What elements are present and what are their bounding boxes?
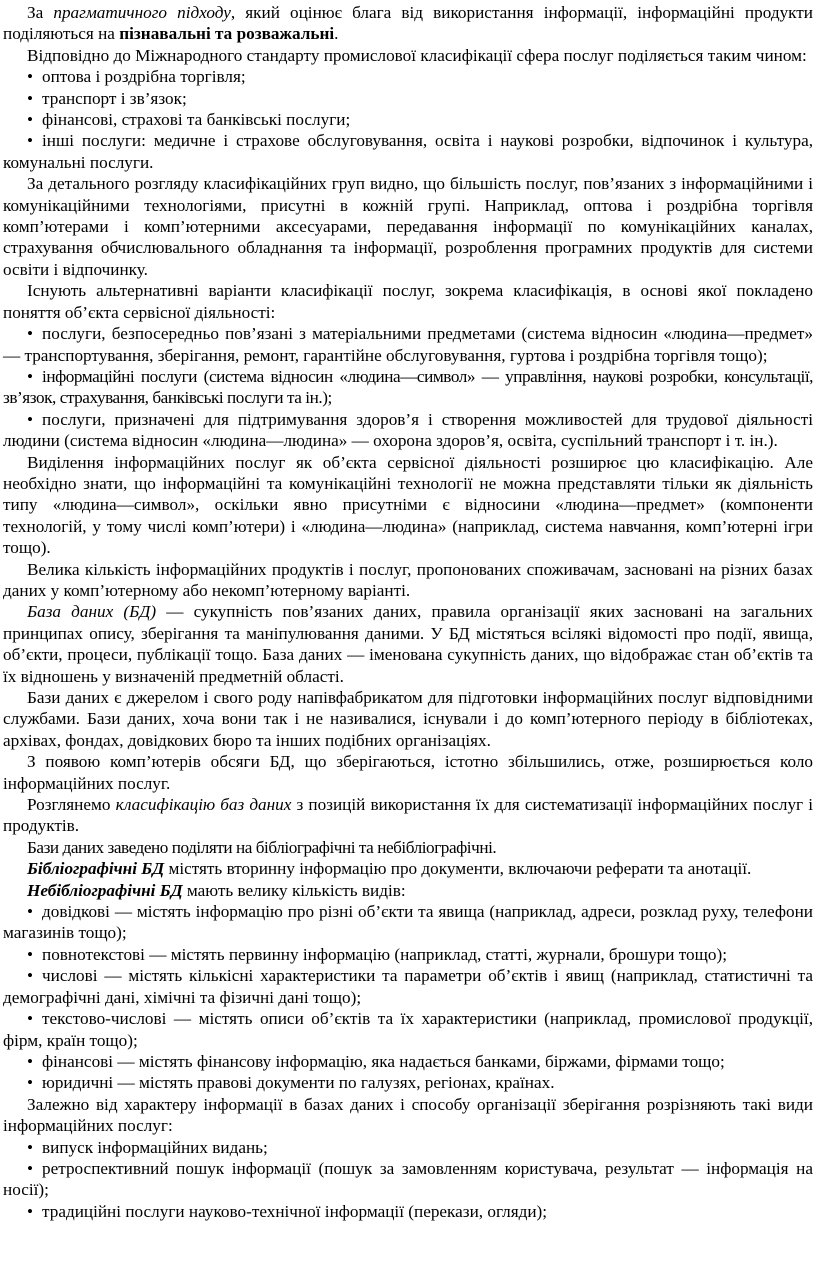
bullet-icon: •	[27, 67, 34, 87]
bold-italic-term: Небібліографічні БД	[27, 880, 183, 900]
bullet-icon: •	[27, 1051, 34, 1071]
bullet-icon: •	[27, 88, 34, 108]
paragraph: Велика кількість інформаційних продуктів і послуг, пропонованих споживачам, засновані на різних базах даних у комп’ютерному або некомп’ютерному варіанті.	[3, 559, 813, 600]
text: .	[334, 24, 339, 44]
bold-term: пізнавальні та розважальні	[119, 24, 335, 44]
list-item: • послуги, безпосередньо пов’язані з матеріальними предметами (система відносин «людина—предмет» — транспортування, зберігання, ремонт, гарантійне обслуговування, гуртова і роздрібна торгівля тощо);	[3, 324, 813, 365]
paragraph: Бібліографічні БД містять вторинну інформацію про документи, включаючи реферати та анотації.	[27, 859, 752, 879]
bullet-icon: •	[27, 1009, 34, 1029]
bullet-icon: •	[27, 1073, 34, 1093]
list-item: • випуск інформаційних видань;	[27, 1137, 268, 1157]
paragraph: База даних (БД) — сукупність пов’язаних даних, правила організації яких засновані на загальних принципах опису, зберігання та маніпулювання даними. У БД містяться всілякі відомості про події, явища, об’єкти, процеси, публікації тощо. База даних — іменована сукупність даних, що відображає стан об’єктів та їх відношень у визначеній предметній області.	[3, 602, 813, 686]
bullet-icon: •	[27, 409, 34, 429]
paragraph: Існують альтернативні варіанти класифікації послуг, зокрема класифікація, в основі якої покладено поняття об’єкта сервісної діяльності:	[3, 281, 813, 322]
paragraph: Розглянемо класифікацію баз даних з позицій використання їх для систематизації інформаційних послуг і продуктів.	[3, 795, 813, 836]
bullet-icon: •	[27, 366, 33, 386]
bullet-icon: •	[27, 1158, 34, 1178]
paragraph: З появою комп’ютерів обсяги БД, що зберігаються, істотно збільшились, отже, розширюється коло інформаційних послуг.	[3, 752, 813, 793]
list-item: • числові — містять кількісні характеристики та параметри об’єктів і явищ (наприклад, статистичні та демографічні дані, хімічні та фізичні дані тощо);	[3, 966, 813, 1007]
bullet-icon: •	[27, 966, 34, 986]
italic-term: прагматичного підходу	[53, 3, 231, 22]
paragraph: Бази даних є джерелом і свого роду напівфабрикатом для підготовки інформаційних послуг відповідними службами. Бази даних, хоча вони так і не називалися, існували і до комп’ютерного періоду в бібліотеках, архівах, фондах, довідкових бюро та інших подібних організаціях.	[3, 688, 813, 750]
list-item: • текстово-числові — містять описи об’єктів та їх характеристики (наприклад, промислової продукції, фірм, країн тощо);	[3, 1009, 813, 1050]
list-item: • фінансові — містять фінансову інформацію, яка надається банками, біржами, фірмами тощо;	[27, 1051, 725, 1071]
bullet-icon: •	[27, 944, 34, 964]
list-item: • повнотекстові — містять первинну інформацію (наприклад, статті, журнали, брошури тощо);	[27, 944, 727, 964]
list-item: • юридичні — містять правові документи по галузях, регіонах, країнах.	[27, 1073, 555, 1093]
list-item: • ретроспективний пошук інформації (пошук за замовленням користувача, результат — інформація на носії);	[3, 1158, 813, 1200]
bullet-icon: •	[27, 324, 34, 344]
bullet-icon: •	[27, 902, 34, 922]
bullet-icon: •	[27, 1137, 34, 1157]
list-item: • традиційні послуги науково-технічної інформації (перекази, огляди);	[27, 1201, 548, 1221]
bullet-icon: •	[27, 131, 34, 151]
paragraph: Небібліографічні БД мають велику кількість видів:	[27, 880, 406, 900]
list-item: • інші послуги: медичне і страхове обслуговування, освіта і наукові розробки, відпочинок і культура, комунальні послуги.	[3, 131, 813, 172]
list-item: • фінансові, страхові та банківські послуги;	[27, 110, 351, 130]
list-item: • послуги, призначені для підтримування здоров’я і створення можливостей для трудової діяльності людини (система відносин «людина—людина» — охорона здоров’я, освіта, суспільний транспорт і т. ін.).	[3, 409, 813, 451]
bullet-icon: •	[27, 1201, 34, 1221]
bullet-icon: •	[27, 110, 34, 130]
list-item: • інформаційні послуги (система відносин «людина—символ» — управління, наукові розробки, консультації, зв’язок, страхування, банківські послуги та ін.);	[3, 366, 813, 408]
list-item: • транспорт і зв’язок;	[27, 88, 187, 108]
text: , який оцінює блага від використання інформації, інформаційні продукти поділяються на	[3, 3, 813, 44]
paragraph: За детального розгляду класифікаційних груп видно, що більшість послуг, пов’язаних з інформаційними і комунікаційними технологіями, присутні в кожній групі. Наприклад, оптова і роздрібна торгівля комп’ютерами і комп’ютерними аксесуарами, передавання інформації по комунікаційних каналах, страхування обчислювального обладнання та інформації, розроблення програмних продуктів для системи освіти і відпочинку.	[3, 174, 813, 279]
list-item: • довідкові — містять інформацію про різні об’єкти та явища (наприклад, адреси, розклад руху, телефони магазинів тощо);	[3, 902, 813, 943]
list-item: • оптова і роздрібна торгівля;	[27, 67, 246, 87]
italic-term: База даних (БД)	[27, 602, 157, 622]
paragraph: Відповідно до Міжнародного стандарту промислової класифікації сфера послуг поділяється таким чином:	[27, 45, 807, 65]
paragraph: Виділення інформаційних послуг як об’єкта сервісної діяльності розширює цю класифікацію. Але необхідно знати, що інформаційні та комунікаційні технології не можна представляти тільки як діяльність типу «людина—символ», оскільки явно присутніми є відносини «людина—предмет» (компоненти технологій, у тому числі комп’ютери) і «людина—людина» (наприклад, система навчання, комп’ютерні ігри тощо).	[3, 452, 813, 558]
bold-italic-term: Бібліографічні БД	[27, 859, 165, 879]
paragraph: Бази даних заведено поділяти на бібліографічні та небібліографічні.	[27, 837, 497, 857]
italic-term: класифікацію баз даних	[115, 795, 292, 815]
paragraph: Залежно від характеру інформації в базах даних і способу організації зберігання розрізняють такі види інформаційних послуг:	[3, 1094, 813, 1136]
paragraph	[3, 2, 813, 45]
text: За	[27, 3, 54, 22]
